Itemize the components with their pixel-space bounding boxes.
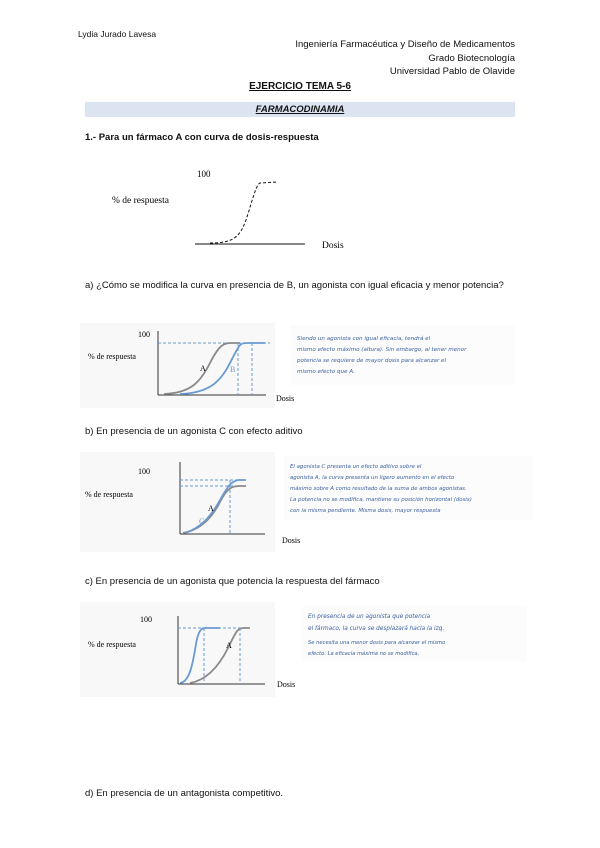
- graph-a-note-1: Siendo un agonista con igual eficacia, tendrá el: [297, 336, 431, 342]
- graph-a-y-max: 100: [138, 330, 150, 339]
- graph-1-curve-a: [210, 182, 278, 243]
- graph-b-x-label: Dosis: [282, 536, 301, 545]
- graph-b-note-5: con la misma pendiente. Misma dosis, mayor respuesta: [290, 508, 441, 514]
- graph-b-y-label: % de respuesta: [85, 490, 133, 499]
- graph-a-label-b: B: [230, 365, 236, 374]
- graph-a-x-label: Dosis: [276, 394, 295, 403]
- graph-b-note-3: máximo sobre A como resultado de la suma de ambos agonistas.: [290, 486, 467, 492]
- author-name: Lydia Jurado Lavesa: [78, 29, 157, 39]
- graph-c-y-max: 100: [140, 615, 152, 624]
- graph-c-note-1: En presencia de un agonista que potencia: [308, 614, 431, 620]
- graph-a-label-a: A: [200, 364, 206, 373]
- graph-c: [80, 602, 540, 697]
- section-title: FARMACODINAMIA: [255, 104, 345, 115]
- graph-c-note-3: Se necesita una menor dosis para alcanzar el mismo: [308, 640, 446, 646]
- graph-a-note-3: potencia se requiere de mayor dosis para alcanzar el: [297, 358, 447, 364]
- graph-c-note-4: efecto. La eficacia máxima no se modifica.: [308, 651, 420, 657]
- graph-a: [80, 323, 540, 408]
- graph-1-x-label: Dosis: [322, 241, 344, 251]
- graph-b-note-1: El agonista C presenta un efecto aditivo sobre el: [290, 464, 422, 470]
- graph-1: [110, 165, 430, 255]
- header-course: Ingeniería Farmacéutica y Diseño de Medicamentos: [295, 39, 515, 50]
- graph-b: [80, 452, 540, 552]
- section-band: [85, 102, 515, 117]
- question-c: c) En presencia de un agonista que potencia la respuesta del fármaco: [85, 576, 380, 587]
- question-d: d) En presencia de un antagonista competitivo.: [85, 788, 284, 799]
- graph-b-y-max: 100: [138, 467, 150, 476]
- graph-c-note-2: el fármaco, la curva se desplazará hacia la izq.: [308, 626, 445, 632]
- graph-b-label-a: A: [208, 504, 214, 513]
- graph-b-note-2: agonista A, la curva presenta un ligero aumento en el efecto: [290, 475, 455, 481]
- graph-a-note-2: mismo efecto máximo (altura). Sin embargo, al tener menor: [297, 347, 467, 353]
- graph-b-label-c: C: [199, 517, 205, 526]
- question-b: b) En presencia de un agonista C con efecto aditivo: [85, 426, 303, 437]
- header-degree: Grado Biotecnología: [428, 53, 515, 64]
- page-title: EJERCICIO TEMA 5-6: [249, 81, 351, 92]
- graph-c-label-a: A: [226, 641, 232, 650]
- graph-c-x-label: Dosis: [277, 680, 296, 689]
- graph-c-y-label: % de respuesta: [88, 640, 136, 649]
- graph-1-y-label: % de respuesta: [112, 196, 169, 206]
- question-1: 1.- Para un fármaco A con curva de dosis-respuesta: [85, 132, 319, 143]
- header-university: Universidad Pablo de Olavide: [389, 66, 515, 77]
- graph-a-y-label: % de respuesta: [88, 352, 136, 361]
- graph-b-note-4: La potencia no se modifica, mantiene su posición horizontal (dosis): [290, 497, 472, 503]
- question-a: a) ¿Cómo se modifica la curva en presencia de B, un agonista con igual eficacia y menor potencia?: [85, 280, 504, 291]
- graph-a-note-4: mismo efecto que A.: [297, 369, 355, 375]
- graph-1-y-max: 100: [197, 169, 211, 179]
